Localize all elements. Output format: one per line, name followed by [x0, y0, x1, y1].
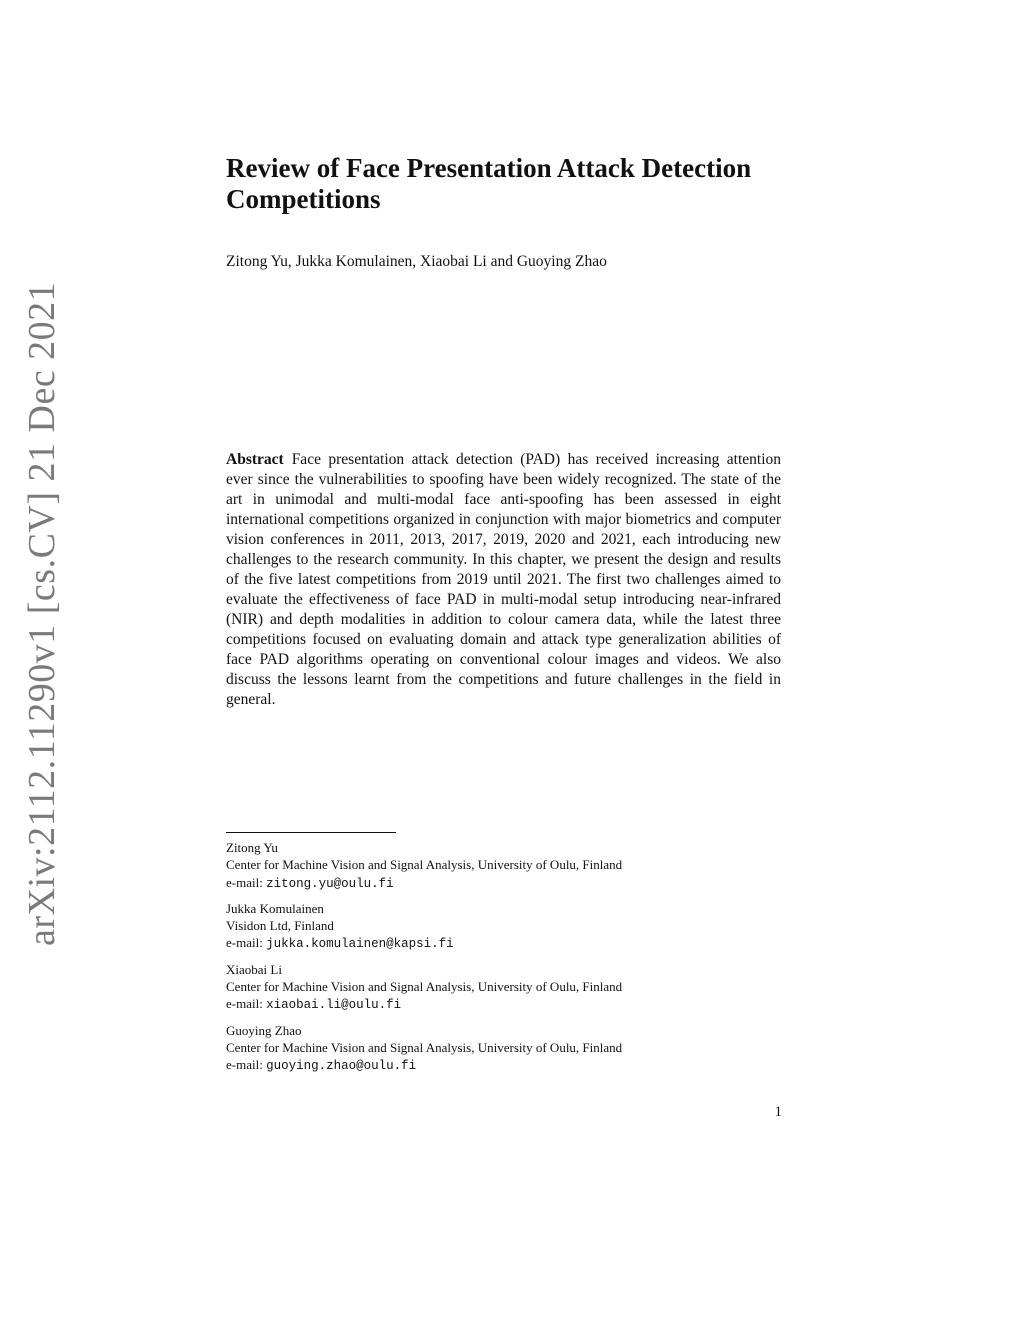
arxiv-identifier-stamp: arXiv:2112.11290v1 [cs.CV] 21 Dec 2021: [21, 281, 63, 946]
affiliation-block: [226, 900, 786, 954]
email-address: jukka.komulainen@kapsi.fi: [266, 937, 454, 952]
affiliation-block: [226, 1022, 786, 1076]
affiliation-institution: Center for Machine Vision and Signal Analysis, University of Oulu, Finland: [226, 1039, 623, 1055]
author-list: Zitong Yu, Jukka Komulainen, Xiaobai Li and Guoying Zhao: [226, 253, 607, 270]
footnote-divider: [226, 832, 396, 833]
affiliation-email-line: [226, 995, 786, 1014]
affiliation-email-line: [226, 934, 786, 953]
affiliation-name: Zitong Yu: [226, 840, 278, 855]
email-label: e-mail:: [226, 1057, 263, 1073]
email-label: e-mail:: [226, 935, 263, 951]
email-address: zitong.yu@oulu.fi: [266, 876, 394, 891]
affiliation-block: [226, 961, 786, 1015]
page-number: 1: [774, 1104, 782, 1120]
abstract-text: Face presentation attack detection (PAD) has received increasing attention ever since the vulnerabilities to spoofing have been widely recognized. The state of the art in unimodal and multi-modal face anti-spoofing has been assessed in eight international competitions organized in conjunction with major biometrics and computer vision conferences in 2011, 2013, 2017, 2019, 2020 and 2021, each introducing new challenges to the research community. In this chapter, we present the design and results of the five latest competitions from 2019 until 2021. The first two challenges aimed to evaluate the effectiveness of face PAD in multi-modal setup introducing near-infrared (NIR) and depth modalities in addition to colour camera data, while the latest three competitions focused on evaluating domain and attack type generalization abilities of face PAD algorithms operating on conventional colour images and videos. We also discuss the lessons learnt from the competitions and future challenges in the field in general.: [226, 451, 781, 708]
email-address: xiaobai.li@oulu.fi: [266, 998, 402, 1013]
abstract: [226, 450, 781, 710]
email-label: e-mail:: [226, 996, 263, 1012]
affiliation-email-line: [226, 874, 786, 893]
affiliation-institution: Center for Machine Vision and Signal Analysis, University of Oulu, Finland: [226, 857, 623, 873]
affiliation-name: Guoying Zhao: [226, 1022, 302, 1038]
affiliation-name: Jukka Komulainen: [226, 900, 324, 916]
author-affiliations: [226, 839, 786, 1083]
affiliation-institution: Visidon Ltd, Finland: [226, 918, 334, 934]
affiliation-block: [226, 839, 786, 893]
email-address: guoying.zhao@oulu.fi: [266, 1059, 417, 1074]
paper-title: Review of Face Presentation Attack Detection Competitions: [226, 153, 752, 214]
affiliation-name: Xiaobai Li: [226, 961, 282, 977]
abstract-label: Abstract: [226, 451, 284, 468]
email-label: e-mail:: [226, 874, 263, 890]
affiliation-institution: Center for Machine Vision and Signal Analysis, University of Oulu, Finland: [226, 979, 623, 995]
affiliation-email-line: [226, 1056, 786, 1075]
